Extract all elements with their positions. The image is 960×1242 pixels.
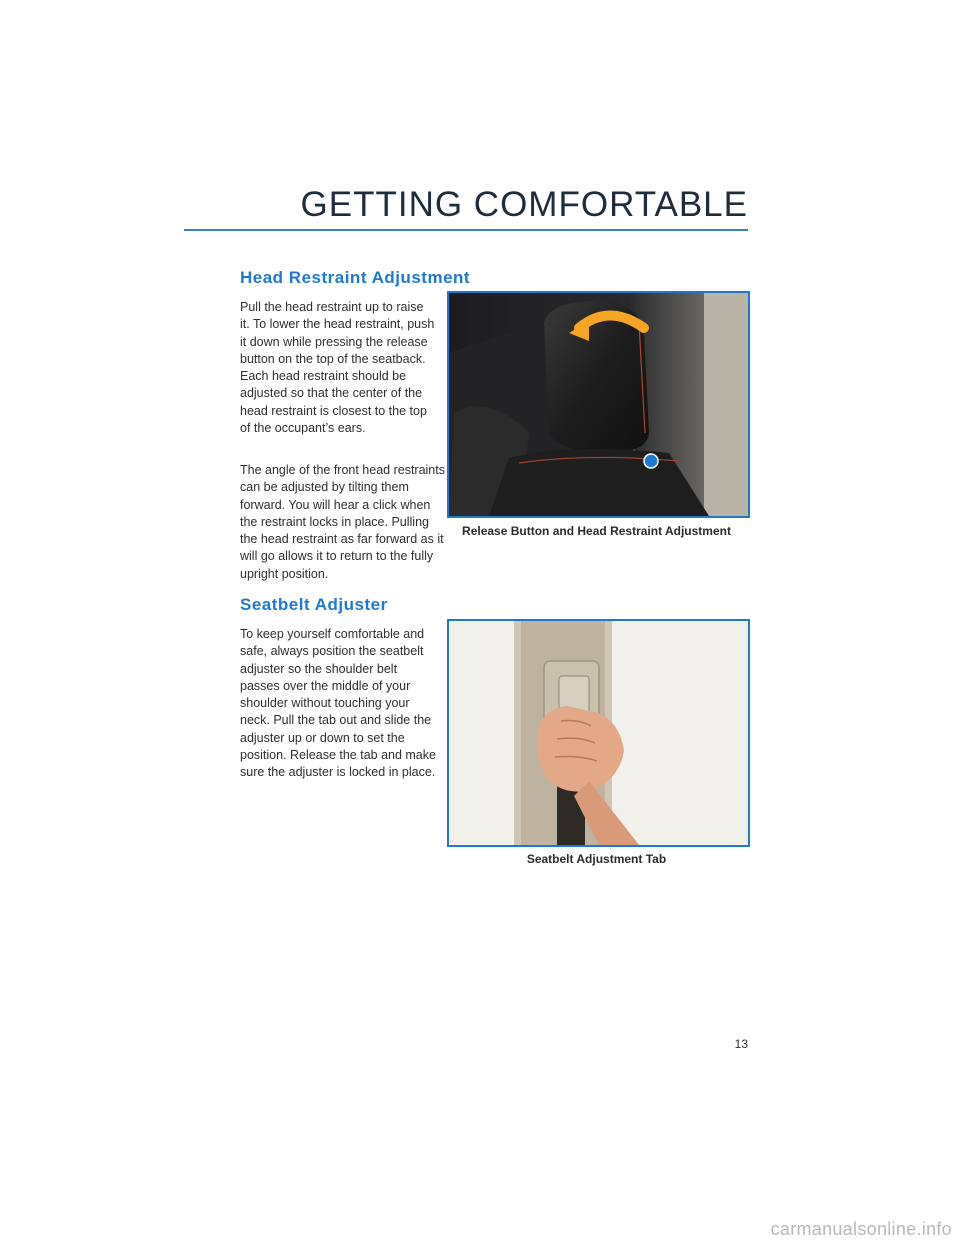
header-divider xyxy=(184,229,748,231)
page-header-title: GETTING COMFORTABLE xyxy=(300,185,748,224)
seatbelt-photo xyxy=(447,619,750,847)
head-restraint-paragraph-2: The angle of the front head restraints can be adjusted by tilting them forward. You will hear a click when the restraint locks in place. Pulling the head restraint as far forward as it will go allows it to return to the fully upright position. xyxy=(240,463,445,581)
section-title-head-restraint: Head Restraint Adjustment xyxy=(240,268,471,287)
figure-caption-head-restraint: Release Button and Head Restraint Adjustment xyxy=(462,524,731,538)
figure-caption-seatbelt: Seatbelt Adjustment Tab xyxy=(526,852,667,866)
head-restraint-paragraph-1: Pull the head restraint up to raise it. To lower the head restraint, push it down while pressing the release button on the top of the seatback. Each head restraint should be adjusted so that the center of the head restraint is closest to the top of the occupant’s ears. xyxy=(240,300,435,436)
page-number: 13 xyxy=(734,1037,748,1051)
head-restraint-photo xyxy=(447,291,750,518)
seatbelt-paragraph-1: To keep yourself comfortable and safe, always position the seatbelt adjuster so the shoulder belt passes over the middle of your shoulder without touching your neck. Pull the tab out and slide the adjuster up or down to set the position. Release the tab and make sure the adjuster is locked in place. xyxy=(240,627,436,780)
watermark-text: carmanualsonline.info xyxy=(770,1219,952,1239)
seatbelt-illustration xyxy=(449,621,748,845)
head-restraint-illustration xyxy=(449,293,748,516)
section-title-seatbelt-adjuster: Seatbelt Adjuster xyxy=(240,595,388,614)
